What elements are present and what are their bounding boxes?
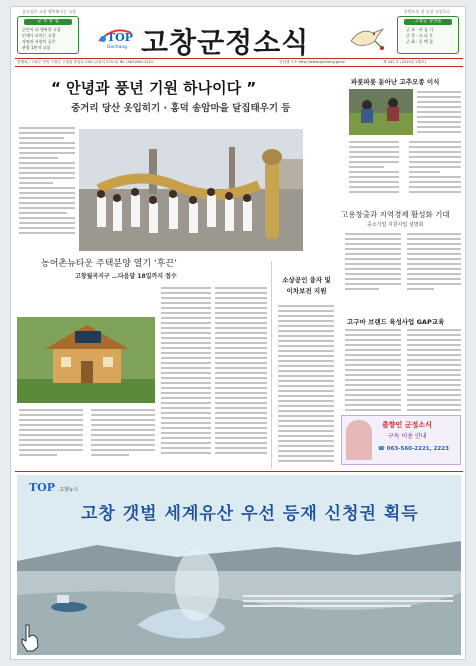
hand-cursor-icon — [19, 623, 41, 653]
issue-info: 제 347 호 (2014년 2월호) — [383, 60, 427, 64]
seedling-photo — [349, 89, 413, 135]
symbol-item: 군 화 · 동 백 꽃 — [406, 39, 433, 44]
loan-title-1: 소상공인 융자 및 — [282, 276, 331, 284]
right-text-1c — [409, 141, 461, 196]
symbol-box-title: 고창군 상징물 — [404, 19, 452, 25]
right-caption: 한반도의 첫 고창 고창으로 — [403, 9, 451, 14]
right-headline-3: 고구마 브랜드 육성사업 GAP교육 — [347, 318, 445, 326]
dove-icon — [347, 23, 387, 53]
rural-text-c — [19, 409, 83, 459]
policy-item: 자연과 사람이 공존 — [22, 39, 56, 44]
right-text-3b — [407, 329, 461, 414]
gochang-logo — [95, 25, 135, 53]
right-headline-1: 파룻파룻 돋아난 고추모종 이식 — [351, 78, 440, 86]
rural-text-a — [161, 287, 211, 457]
ad-line-2: 구독 이용 안내 — [388, 433, 427, 440]
policy-item: 인재가 모이는 고창 — [22, 33, 56, 38]
lead-title: “ 안녕과 풍년 기원 하나이다 ” — [51, 79, 257, 97]
rural-house-photo — [17, 317, 155, 403]
rural-subtitle: 고창월곡지구 …다음달 18일까지 접수 — [75, 273, 177, 280]
policy-item: 군민이 더 행복한 고창 — [22, 27, 61, 32]
rural-text-d — [91, 409, 155, 459]
policy-box — [17, 16, 79, 54]
masthead-title: 고창군정소식 — [141, 27, 310, 58]
masthead-rule-bottom — [15, 66, 463, 67]
banner-logo-sub: 고창뉴스 — [59, 487, 79, 493]
banner-headline: 고창 갯벌 세계유산 우선 등재 신청권 획득 — [81, 504, 419, 524]
symbol-item: 군 목 · 소 나 무 — [406, 33, 433, 38]
banner-rule — [15, 471, 463, 472]
lead-subtitle: 중거리 당산 옷입히기 · 홍덕 송암마을 달집태우기 등 — [71, 103, 291, 114]
lead-photo — [79, 129, 303, 251]
newspaper-page — [10, 6, 466, 660]
symbol-box — [397, 16, 459, 54]
right-text-1b — [349, 141, 399, 196]
ad-figure-image — [346, 420, 372, 460]
subscription-ad — [341, 415, 461, 465]
tidal-flat-banner — [17, 475, 461, 655]
right-text-2b — [407, 233, 461, 293]
right-headline-2-sub: 중소기업 지원사업 설명회 — [367, 222, 424, 228]
banner-logo: TOP — [29, 481, 56, 494]
rural-title: 농어촌뉴타운 주택분양 열기 ‘후끈’ — [41, 259, 178, 269]
homepage-info: 인터넷 주소 http://www.gochang.go.kr — [279, 60, 346, 64]
ad-line-1: 출향인 군정소식 — [382, 421, 432, 429]
masthead-rule — [15, 58, 463, 59]
symbol-item: 군 조 · 비 둘 기 — [406, 27, 433, 32]
right-headline-2: 고용창출과 지역경제 활성화 기대 — [341, 210, 450, 219]
banner-caption — [243, 595, 453, 610]
logo-text: TOP — [107, 31, 134, 44]
right-text-1 — [417, 91, 461, 136]
policy-item: 관광 1번지 고창 — [22, 45, 51, 50]
right-text-2a — [345, 233, 401, 293]
rural-text-b — [215, 287, 267, 457]
lead-text-column — [19, 127, 75, 237]
logo-sub: Gochang — [107, 45, 128, 50]
left-caption: 살고싶은 고창 행복해지는 고창 — [21, 9, 77, 14]
right-text-3a — [345, 329, 401, 414]
loan-section — [271, 261, 341, 469]
policy-box-title: 군 정 방 침 — [24, 19, 72, 25]
ad-phone: ☎ 063-560-2221, 2223 — [378, 446, 449, 452]
loan-text — [278, 305, 334, 465]
publisher-info: 발행처 / 고창군 전북 고창군 고창읍 중앙로 245 (교촌리 275-3) Tel. (063)560-2221 — [17, 60, 154, 64]
loan-title-2: 이차보전 지원 — [286, 287, 327, 295]
